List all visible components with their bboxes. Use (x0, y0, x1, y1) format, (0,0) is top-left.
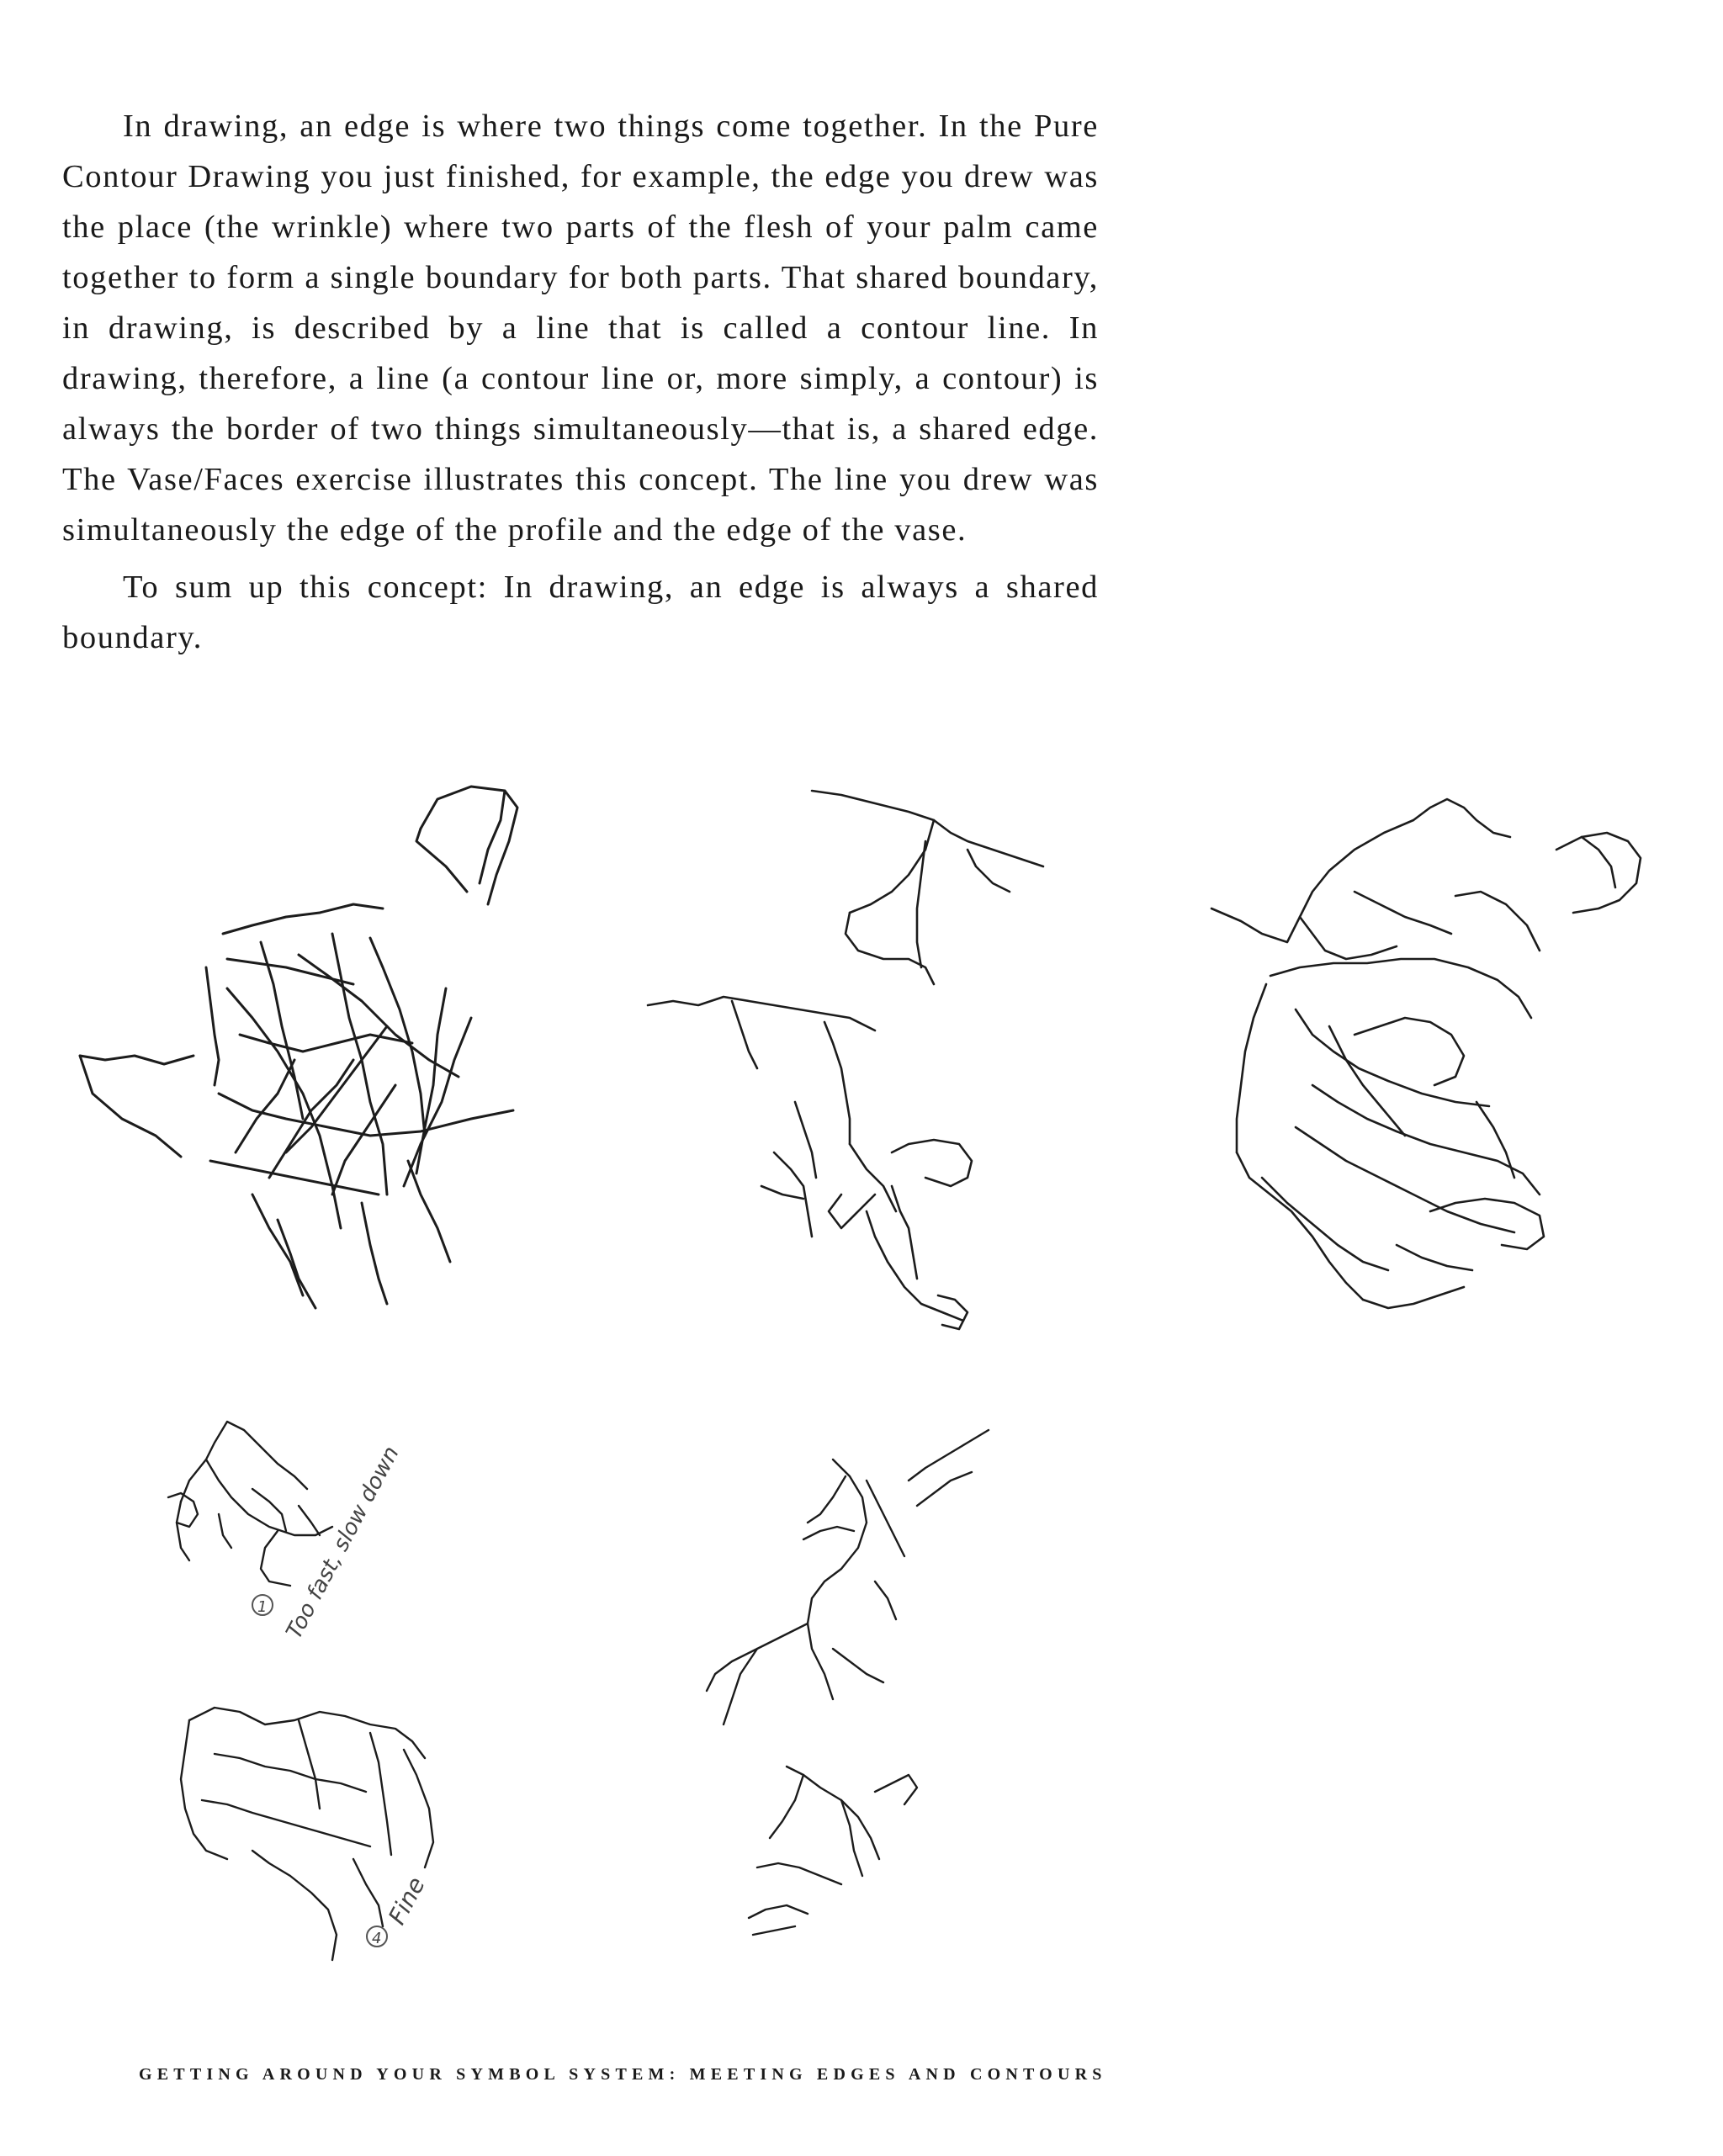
contour-drawing-6 (181, 1708, 433, 1960)
annotation-number-4: 4 (372, 1930, 382, 1947)
body-text (62, 101, 1099, 663)
contour-drawing-4 (168, 1422, 332, 1586)
annotation-too-fast: Too fast, slow down (281, 1442, 405, 1644)
running-footer: GETTING AROUND YOUR SYMBOL SYSTEM: MEETING EDGES AND CONTOURS (139, 2065, 1107, 2084)
annotation-number-1: 1 (257, 1598, 268, 1616)
paragraph-summary: To sum up this concept: In drawing, an edge is always a shared boundary. (62, 569, 1099, 655)
contour-drawing-3 (1211, 799, 1641, 1308)
contour-drawing-5 (707, 1430, 989, 1724)
annotation-number-circle-4 (367, 1926, 387, 1947)
annotation-fine: Fine (383, 1872, 431, 1930)
contour-drawing-1 (80, 787, 517, 1308)
contour-drawing-7 (749, 1767, 917, 1935)
annotation-number-circle-1 (252, 1595, 273, 1615)
contour-drawing-2 (648, 791, 1043, 1329)
paragraph-edge-definition: In drawing, an edge is where two things come together. In the Pure Contour Drawing you just finished, for example, the edge you drew was the place (the wrinkle) where two parts of the flesh of your palm came together to form a single boundary for both parts. That shared boundary, in drawing, is described by a line that is called a contour line. In drawing, therefore, a line (a contour line or, more simply, a contour) is always the border of two things simultaneously—that is, a shared edge. The Vase/Faces exercise illustrates this concept. The line you drew was simultaneously the edge of the profile and the edge of the vase. (62, 109, 1099, 548)
